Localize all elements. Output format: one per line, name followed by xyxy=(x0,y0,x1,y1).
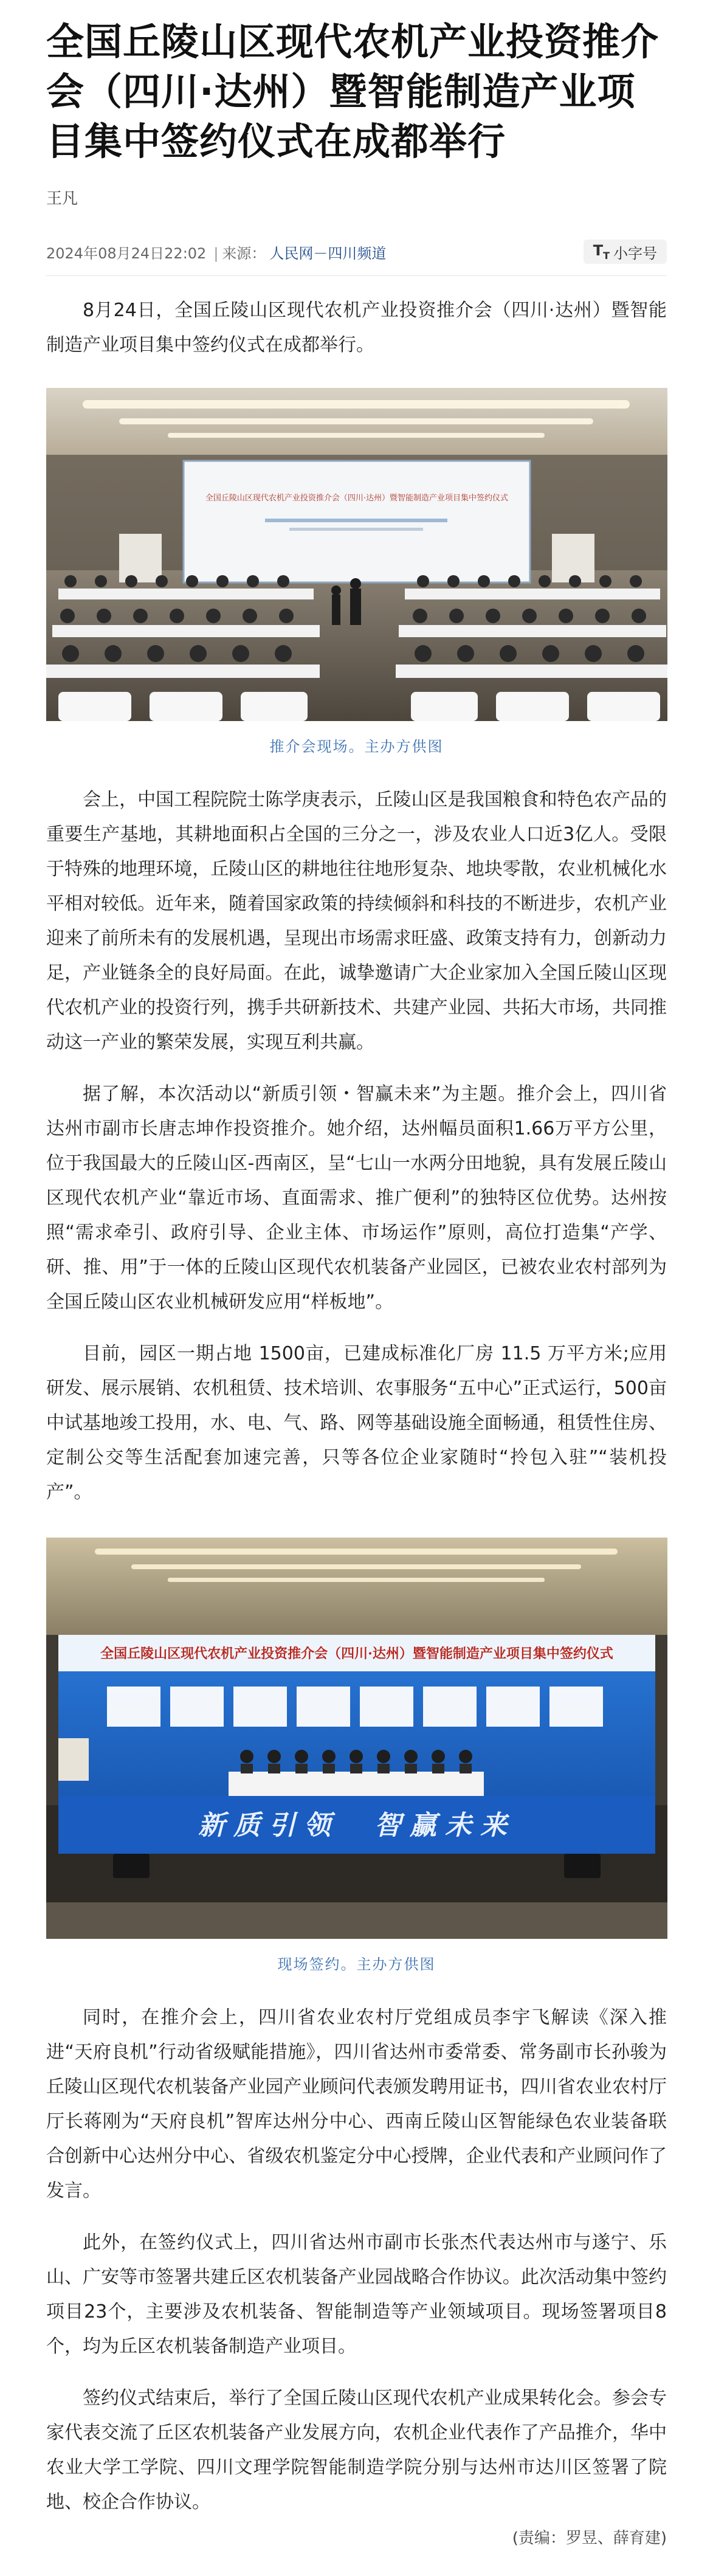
paragraph: 同时，在推介会上，四川省农业农村厅党组成员李宇飞解读《深入推进“天府良机”行动省级赋能措施》，四川省达州市委常委、常务副市长孙骏为丘陵山区现代农机装备产业园产业顾问代表颁发聘用证书，四川省农业农村厅厅长蒋刚为“天府良机”智库达州分中心、西南丘陵山区智能绿色农业装备联合创新中心达州分中心、省级农机鉴定分中心授牌，企业代表和产业顾问作了发言。 xyxy=(46,2007,667,2201)
publish-date: 2024年08月24日22:02 xyxy=(46,244,207,262)
article-title: 全国丘陵山区现代农机产业投资推介会（四川·达州）暨智能制造产业项目集中签约仪式在成都举行 xyxy=(46,19,660,164)
photo-caption: 现场签约。主办方供图 xyxy=(277,1956,436,1973)
article-author: 王凡 xyxy=(46,190,78,208)
screen-slogan-text: 新质引领 智赢未来 xyxy=(198,1810,515,1841)
paragraph: 会上，中国工程院院士陈学庚表示，丘陵山区是我国粮食和特色农产品的重要生产基地，其耕地面积占全国的三分之一，涉及农业人口近3亿人。受限于特殊的地理环境，丘陵山区的耕地往往地形复杂、地块零散，农业机械化水平相对较低。近年来，随着国家政策的持续倾斜和科技的不断进步，农机产业迎来了前所未有的发展机遇，呈现出市场需求旺盛、政策支持有力，创新动力足，产业链条全的良好局面。在此，诚挚邀请广大企业家加入全国丘陵山区现代农机产业的投资行列，携手共研新技术、共建产业园、共拓大市场，共同推动这一产业的繁荣发展，实现互利共赢。 xyxy=(46,789,667,1053)
paragraph: 签约仪式结束后，举行了全国丘陵山区现代农机产业成果转化会。参会专家代表交流了丘区农机装备产业发展方向，农机企业代表作了产品推介，华中农业大学工学院、四川文理学院智能制造学院分别与达州市达川区签署了院地、校企合作协议。 xyxy=(46,2388,667,2513)
source-link[interactable]: 人民网－四川频道 xyxy=(269,244,387,262)
font-size-icon: $T_T$ xyxy=(593,242,610,261)
photo-caption: 推介会现场。主办方供图 xyxy=(269,738,444,755)
paragraph: 目前，园区一期占地 1500亩，已建成标准化厂房 11.5 万平方米;应用研发、展示展销、农机租赁、技术培训、农事服务“五中心”正式运行，500亩中试基地竣工投用，水、电、气、路、网等基础设施全面畅通，租赁性住房、定制公交等生活配套加速完善，只等各位企业家随时“拎包入驻”“装机投产”。 xyxy=(46,1343,667,1503)
source-label: 来源： xyxy=(222,244,266,262)
paragraph: 8月24日，全国丘陵山区现代农机产业投资推介会（四川·达州）暨智能制造产业项目集中签约仪式在成都举行。 xyxy=(46,300,667,356)
paragraph: 据了解，本次活动以“新质引领・智赢未来”为主题。推介会上，四川省达州市副市长唐志坤作投资推介。她介绍，达州幅员面积1.66万平方公里，位于我国最大的丘陵山区-西南区，呈“七山一水两分田地貌，具有发展丘陵山区现代农机产业“靠近市场、直面需求、推广便利”的独特区位优势。达州按照“需求牵引、政府引导、企业主体、市场运作”原则，高位打造集“产学、研、推、用”于一体的丘陵山区现代农机装备产业园区，已被农业农村部列为全国丘陵山区农业机械研发应用“样板地”。 xyxy=(46,1083,667,1313)
article-meta xyxy=(46,239,667,264)
font-size-label: 小字号 xyxy=(613,244,657,262)
screen-title-text: 全国丘陵山区现代农机产业投资推介会（四川·达州）暨智能制造产业项目集中签约仪式 xyxy=(100,1646,613,1662)
font-size-toggle-button[interactable] xyxy=(584,240,667,264)
photo-conference-hall xyxy=(46,388,667,721)
meta-info: 2024年08月24日22:02 | 来源： 人民网－四川频道 xyxy=(46,244,387,262)
paragraph: 此外，在签约仪式上，四川省达州市副市长张杰代表达州市与遂宁、乐山、广安等市签署共建丘区农机装备产业园战略合作协议。此次活动集中签约项目23个，主要涉及农机装备、智能制造等产业领域项目。现场签署项目8个，均为丘区农机装备制造产业项目。 xyxy=(46,2232,667,2357)
screen-title-text: 全国丘陵山区现代农机产业投资推介会（四川·达州）暨智能制造产业项目集中签约仪式 xyxy=(205,494,509,503)
editor-credit: (责编：罗昱、薛育建) xyxy=(512,2529,667,2547)
photo-signing-ceremony xyxy=(46,1538,667,1939)
